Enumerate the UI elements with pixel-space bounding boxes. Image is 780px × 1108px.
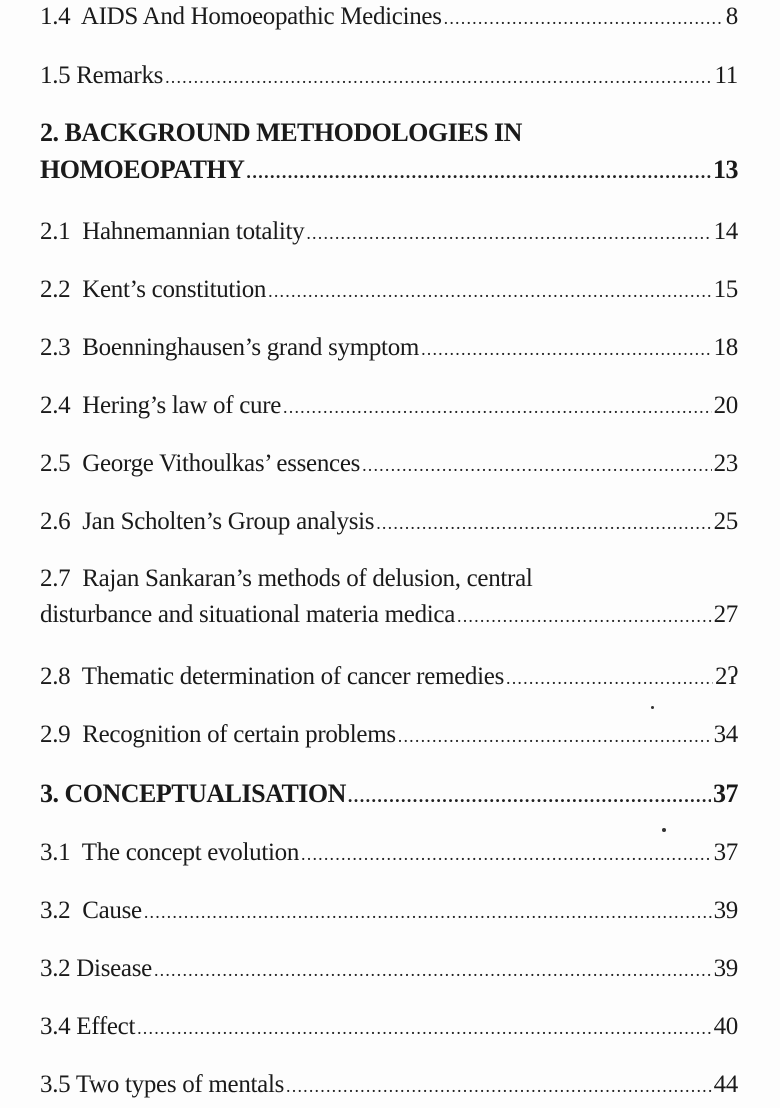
toc-entry-page: 8 [725, 3, 738, 30]
dot-leader [376, 508, 711, 538]
toc-entry-3-2-cause [40, 896, 738, 927]
toc-entry-1-4 [40, 2, 738, 33]
dot-leader [398, 721, 712, 751]
toc-entry-page: 40 [713, 1013, 738, 1040]
dot-leader [137, 1013, 711, 1043]
toc-entry-label: 2.2 Kent’s constitution [40, 276, 267, 303]
toc-heading-page: 37 [713, 779, 738, 808]
toc-entry-label-line1: 2.7 Rajan Sankaran’s methods of delusion, central [40, 565, 533, 592]
toc-entry-page: 34 [713, 721, 738, 748]
dot-leader [306, 218, 711, 248]
toc-entry-2-5 [40, 449, 738, 480]
toc-entry-label: 3.2 Cause [40, 897, 142, 924]
toc-entry-page: 11 [714, 62, 738, 89]
toc-entry-2-8 [40, 662, 738, 693]
toc-entry-page: 27 [713, 601, 738, 628]
toc-entry-page: 44 [713, 1071, 738, 1098]
dot-leader [283, 392, 712, 422]
toc-entry-page: 15 [713, 276, 738, 303]
dot-leader [457, 601, 712, 631]
toc-entry-label: 2.3 Boenninghausen’s grand symptom [40, 334, 420, 361]
dot-leader [444, 3, 724, 33]
dot-leader [165, 62, 712, 92]
toc-entry-page: 39 [713, 955, 738, 982]
toc-heading-3 [40, 779, 738, 811]
dot-leader [154, 955, 712, 985]
toc-heading-label: 3. CONCEPTUALISATION [40, 779, 346, 808]
toc-entry-page: 25 [713, 508, 738, 535]
toc-entry-3-4 [40, 1012, 738, 1043]
toc-entry-2-2 [40, 275, 738, 306]
toc-heading-label-line1: 2. BACKGROUND METHODOLOGIES IN [40, 118, 522, 147]
scan-speck [651, 706, 654, 709]
dot-leader [246, 157, 711, 187]
toc-entry-label: 3.2 Disease [40, 955, 152, 982]
toc-heading-label: HOMOEOPATHY [40, 155, 245, 184]
toc-entry-page: 18 [713, 334, 738, 361]
toc-entry-1-5 [40, 61, 738, 92]
toc-entry-2-4 [40, 391, 738, 422]
scan-speck [662, 828, 666, 832]
dot-leader [286, 1071, 712, 1101]
toc-entry-page: 2ʔ [715, 663, 738, 690]
toc-entry-label: 2.9 Recognition of certain problems [40, 721, 396, 748]
toc-entry-label: 2.4 Hering’s law of cure [40, 392, 282, 419]
toc-entry-label: 2.5 George Vithoulkas’ essences [40, 450, 361, 477]
toc-entry-label: 2.8 Thematic determination of cancer remedies [40, 663, 505, 690]
dot-leader [268, 276, 711, 306]
toc-entry-page: 37 [713, 839, 738, 866]
toc-entry-3-1 [40, 838, 738, 869]
toc-heading-2 [40, 118, 738, 187]
toc-entry-label: 1.5 Remarks [40, 62, 164, 89]
dot-leader [301, 839, 712, 869]
toc-heading-page: 13 [713, 155, 738, 184]
toc-entry-label: 2.1 Hahnemannian totality [40, 218, 305, 245]
dot-leader [362, 450, 712, 480]
dot-leader [421, 334, 712, 364]
dot-leader [348, 781, 711, 811]
toc-entry-2-6 [40, 507, 738, 538]
toc-entry-page: 23 [713, 450, 738, 477]
toc-entry-page: 20 [713, 392, 738, 419]
toc-entry-label: disturbance and situational materia medica [40, 601, 456, 628]
toc-entry-label: 3.5 Two types of mentals [40, 1071, 285, 1098]
toc-entry-2-9 [40, 720, 738, 751]
dot-leader [144, 897, 712, 927]
toc-entry-2-3 [40, 333, 738, 364]
toc-entry-3-2-disease [40, 954, 738, 985]
toc-entry-2-1 [40, 217, 738, 248]
dot-leader [506, 663, 713, 693]
toc-entry-label: 3.1 The concept evolution [40, 839, 300, 866]
toc-entry-label: 3.4 Effect [40, 1013, 136, 1040]
toc-entry-label: 1.4 AIDS And Homoeopathic Medicines [40, 3, 442, 30]
toc-entry-page: 14 [713, 218, 738, 245]
toc-entry-2-7 [40, 564, 738, 631]
toc-entry-label: 2.6 Jan Scholten’s Group analysis [40, 508, 375, 535]
toc-entry-3-5 [40, 1070, 738, 1101]
toc-entry-page: 39 [713, 897, 738, 924]
